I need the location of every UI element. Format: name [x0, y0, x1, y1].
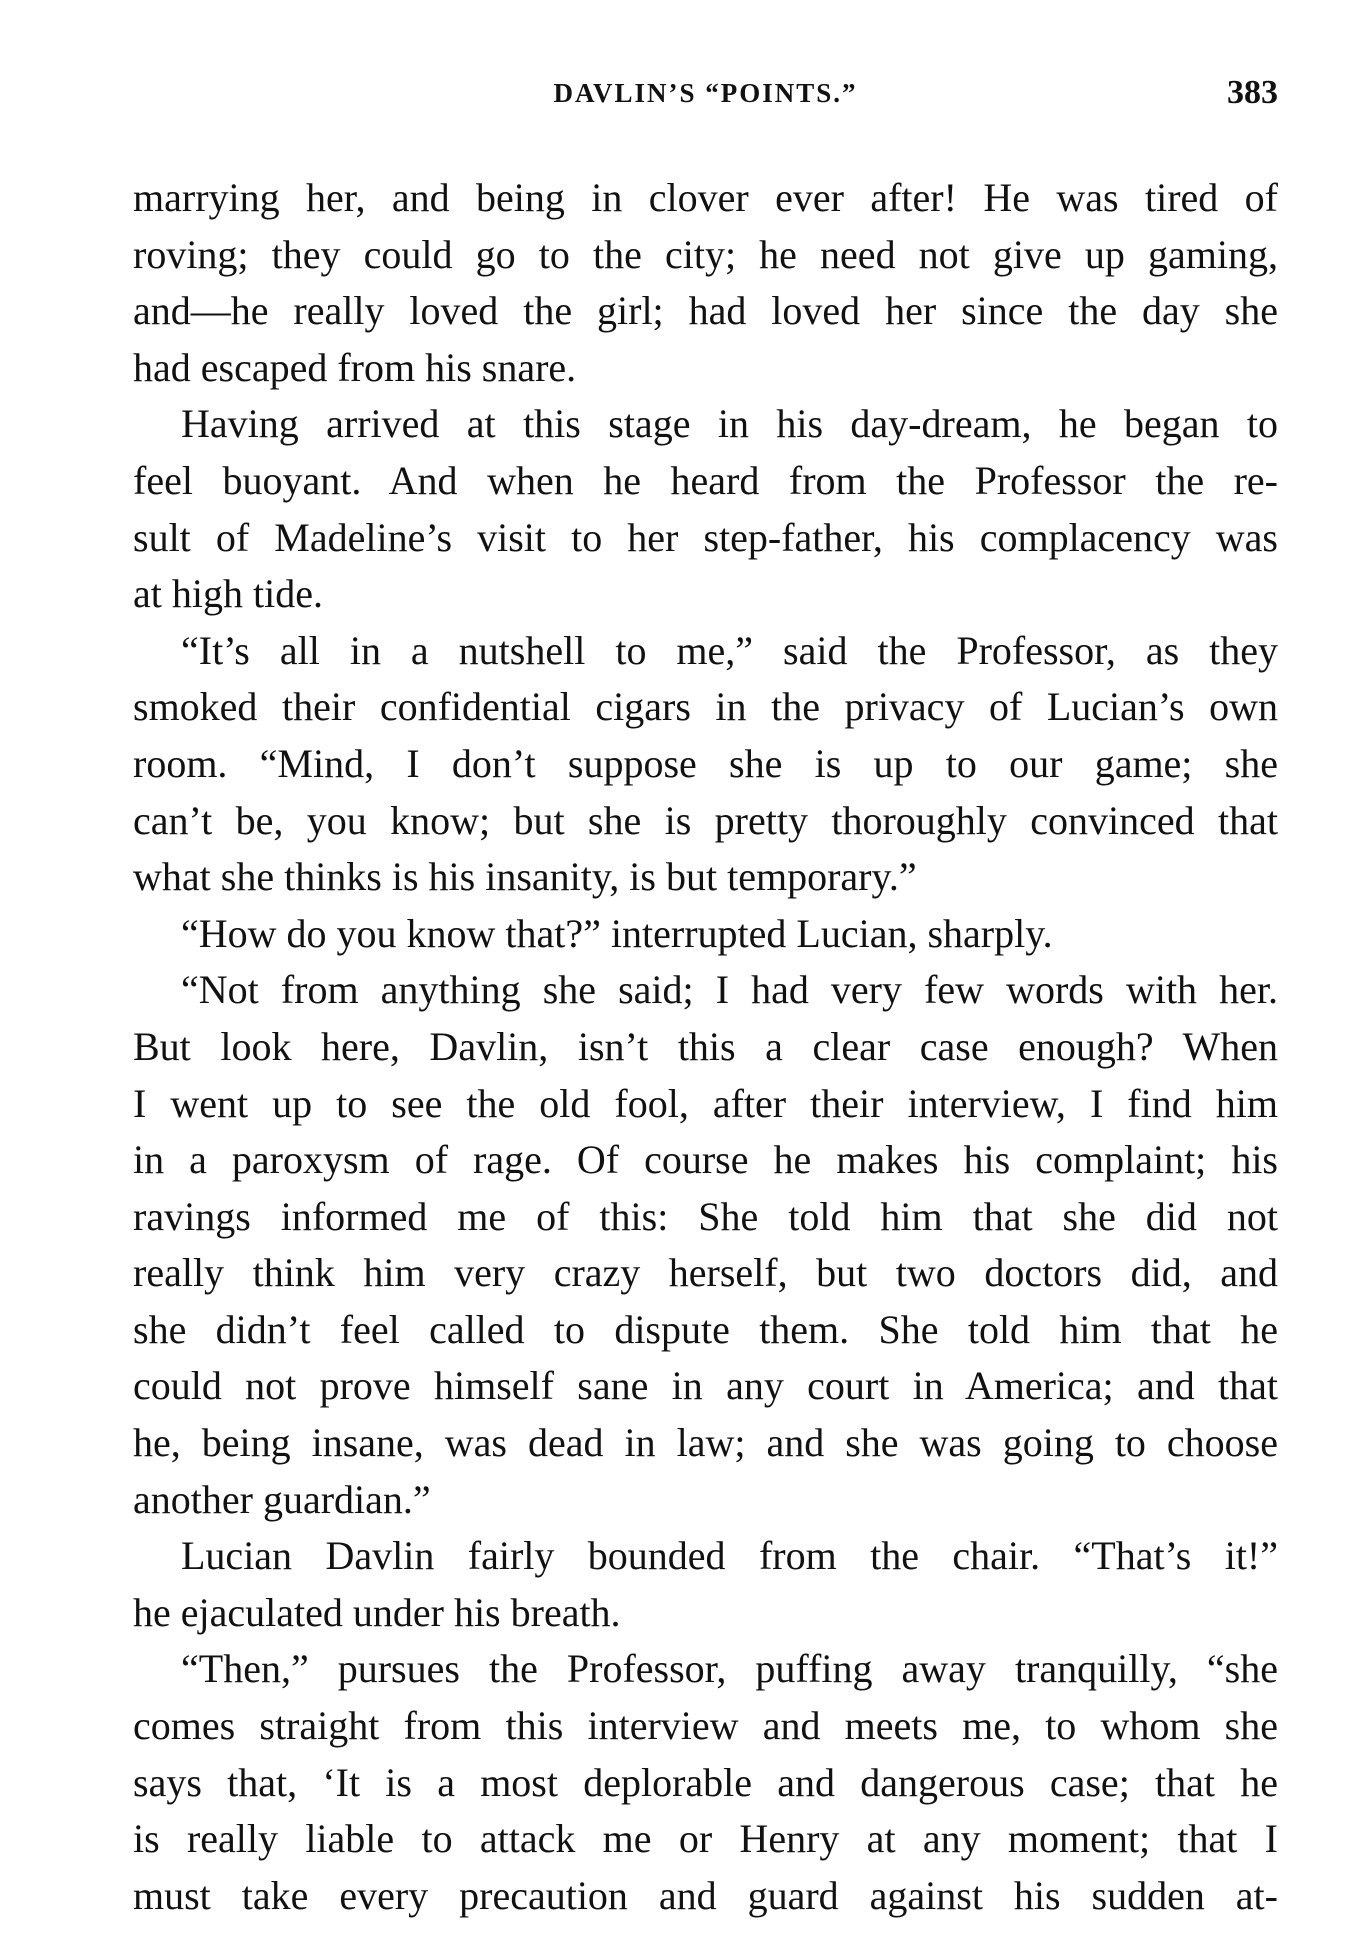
- text-line: roving; they could go to the city; he need not give up gaming,: [133, 231, 1278, 277]
- text-line: ravings informed me of this: She told him that she did not: [133, 1193, 1278, 1239]
- text-line: I went up to see the old fool, after their interview, I find him: [133, 1080, 1278, 1126]
- text-line: is really liable to attack me or Henry at any moment; that I: [133, 1816, 1278, 1862]
- paragraph-first-line: Lucian Davlin fairly bounded from the chair. “That’s it!”: [181, 1533, 1278, 1579]
- text-line: really think him very crazy herself, but two doctors did, and: [133, 1250, 1278, 1296]
- text-line: must take every precaution and guard against his sudden at-: [133, 1872, 1278, 1918]
- text-line: But look here, Davlin, isn’t this a clear case enough? When: [133, 1023, 1278, 1069]
- text-line: comes straight from this interview and meets me, to whom she: [133, 1703, 1278, 1749]
- text-line: he, being insane, was dead in law; and she was going to choose: [133, 1420, 1278, 1466]
- running-title: DAVLIN’S “POINTS.”: [553, 78, 858, 108]
- text-line: and—he really loved the girl; had loved her since the day she: [133, 288, 1278, 334]
- text-line: says that, ‘It is a most deplorable and dangerous case; that he: [133, 1759, 1278, 1805]
- paragraph-first-line: “How do you know that?” interrupted Lucian, sharply.: [181, 910, 1053, 956]
- text-line: had escaped from his snare.: [133, 344, 577, 390]
- running-head: [133, 74, 1278, 122]
- text-line: another guardian.”: [133, 1476, 431, 1522]
- text-line: room. “Mind, I don’t suppose she is up to our game; she: [133, 740, 1278, 786]
- text-line: he ejaculated under his breath.: [133, 1589, 621, 1635]
- paragraph-first-line: “Not from anything she said; I had very few words with her.: [181, 967, 1278, 1013]
- text-line: she didn’t feel called to dispute them. She told him that he: [133, 1306, 1278, 1352]
- text-line: in a paroxysm of rage. Of course he makes his complaint; his: [133, 1137, 1278, 1183]
- text-line: can’t be, you know; but she is pretty thoroughly convinced that: [133, 797, 1278, 843]
- paragraph-first-line: “It’s all in a nutshell to me,” said the Professor, as they: [181, 627, 1278, 673]
- text-line: could not prove himself sane in any court in America; and that: [133, 1363, 1278, 1409]
- paragraph-first-line: “Then,” pursues the Professor, puffing away tranquilly, “she: [181, 1646, 1278, 1692]
- text-line: sult of Madeline’s visit to her step-father, his complacency was: [133, 514, 1278, 560]
- body-text: [133, 170, 1278, 1924]
- text-line: feel buoyant. And when he heard from the Professor the re-: [133, 457, 1278, 503]
- text-line: what she thinks is his insanity, is but temporary.”: [133, 854, 917, 900]
- text-line: at high tide.: [133, 571, 323, 617]
- text-line: marrying her, and being in clover ever after! He was tired of: [133, 175, 1278, 220]
- page-number: 383: [1227, 74, 1278, 111]
- text-line: smoked their confidential cigars in the privacy of Lucian’s own: [133, 684, 1278, 730]
- paragraph-first-line: Having arrived at this stage in his day-dream, he began to: [181, 401, 1278, 447]
